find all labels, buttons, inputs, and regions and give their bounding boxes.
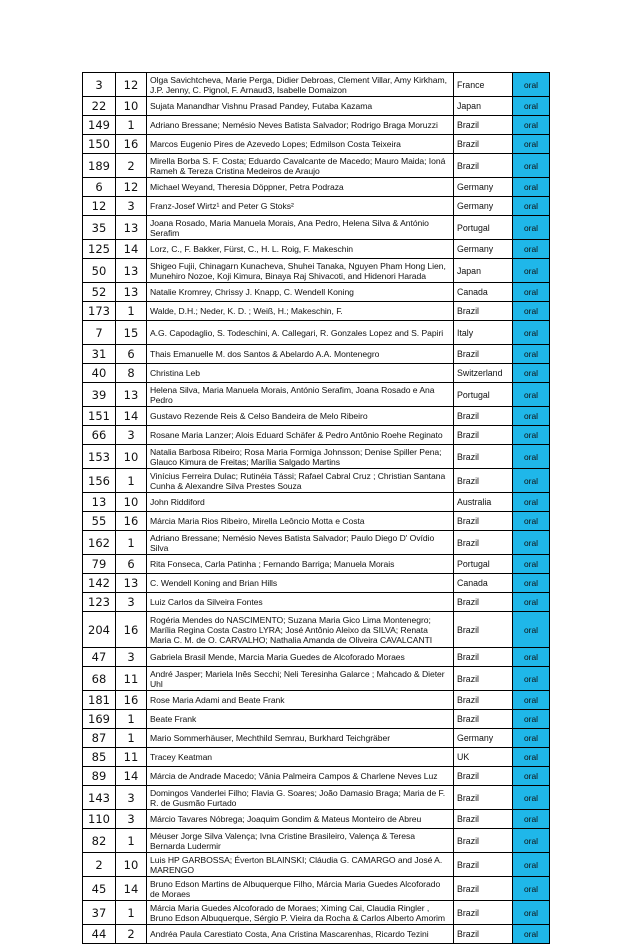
row-authors: Natalie Kromrey, Chrissy J. Knapp, C. Wendell Koning [147,283,454,302]
table-row [83,493,550,512]
row-type: oral [513,407,550,426]
row-id: 31 [83,345,116,364]
row-number: 8 [116,364,147,383]
row-id: 123 [83,593,116,612]
row-authors: Marcos Eugenio Pires de Azevedo Lopes; Edmilson Costa Teixeira [147,135,454,154]
row-number: 3 [116,810,147,829]
row-number: 2 [116,925,147,944]
row-id: 181 [83,691,116,710]
row-type: oral [513,829,550,853]
row-type: oral [513,767,550,786]
row-country: Italy [454,321,513,345]
table-row [83,648,550,667]
row-type: oral [513,116,550,135]
row-id: 79 [83,555,116,574]
row-type: oral [513,555,550,574]
row-authors: Márcia Maria Guedes Alcoforado de Moraes; Ximing Cai, Claudia Ringler , Bruno Edson Albuquerque, Sérgio P. Vieira da Rocha & Carlos Alberto Amorim [147,901,454,925]
row-type: oral [513,786,550,810]
row-id: 150 [83,135,116,154]
row-type: oral [513,321,550,345]
table-row [83,283,550,302]
row-id: 3 [83,73,116,97]
row-country: Germany [454,197,513,216]
row-authors: Domingos Vanderlei Filho; Flavia G. Soares; João Damasio Braga; Maria de F. R. de Gusmão Furtado [147,786,454,810]
row-number: 14 [116,877,147,901]
row-id: 12 [83,197,116,216]
row-number: 13 [116,383,147,407]
table-row [83,197,550,216]
row-type: oral [513,154,550,178]
row-type: oral [513,197,550,216]
row-id: 66 [83,426,116,445]
row-authors: Gustavo Rezende Reis & Celso Bandeira de Melo Ribeiro [147,407,454,426]
row-id: 204 [83,612,116,648]
row-authors: Luis HP GARBOSSA; Éverton BLAINSKI; Cláudia G. CAMARGO and José A. MARENGO [147,853,454,877]
row-country: Germany [454,729,513,748]
table-row [83,345,550,364]
row-country: Brazil [454,667,513,691]
row-authors: Mirella Borba S. F. Costa; Eduardo Cavalcante de Macedo; Mauro Maida; Ioná Rameh & Tereza Cristina Medeiros de Araujo [147,154,454,178]
row-type: oral [513,810,550,829]
row-country: Brazil [454,767,513,786]
row-authors: Franz-Josef Wirtz¹ and Peter G Stoks² [147,197,454,216]
row-number: 11 [116,748,147,767]
row-number: 11 [116,667,147,691]
table-row [83,469,550,493]
row-number: 14 [116,767,147,786]
row-id: 82 [83,829,116,853]
row-type: oral [513,302,550,321]
row-authors: Rosane Maria Lanzer; Alois Eduard Schäfer & Pedro Antônio Roehe Reginato [147,426,454,445]
row-id: 13 [83,493,116,512]
row-id: 89 [83,767,116,786]
row-id: 151 [83,407,116,426]
row-country: Brazil [454,512,513,531]
row-country: France [454,73,513,97]
row-country: Portugal [454,216,513,240]
row-authors: Márcia de Andrade Macedo; Vânia Palmeira Campos & Charlene Neves Luz [147,767,454,786]
row-country: Brazil [454,345,513,364]
table-row [83,729,550,748]
row-number: 1 [116,901,147,925]
row-type: oral [513,97,550,116]
row-type: oral [513,691,550,710]
table-row [83,612,550,648]
row-id: 7 [83,321,116,345]
row-number: 15 [116,321,147,345]
row-number: 14 [116,240,147,259]
row-number: 10 [116,853,147,877]
table-row [83,667,550,691]
table-row [83,853,550,877]
row-country: UK [454,748,513,767]
row-authors: Márcia Maria Rios Ribeiro, Mirella Leôncio Motta e Costa [147,512,454,531]
row-number: 10 [116,97,147,116]
row-authors: Adriano Bressane; Nemésio Neves Batista Salvador; Paulo Diego D' Ovídio Silva [147,531,454,555]
row-country: Brazil [454,925,513,944]
row-number: 1 [116,116,147,135]
row-authors: Natalia Barbosa Ribeiro; Rosa Maria Formiga Johnsson; Denise Spiller Pena; Glauco Kimura de Freitas; Marília Salgado Martins [147,445,454,469]
row-number: 1 [116,469,147,493]
table-row [83,445,550,469]
row-country: Brazil [454,648,513,667]
row-id: 50 [83,259,116,283]
row-country: Brazil [454,154,513,178]
row-number: 10 [116,493,147,512]
row-country: Brazil [454,691,513,710]
row-id: 6 [83,178,116,197]
row-authors: Márcio Tavares Nóbrega; Joaquim Gondim & Mateus Monteiro de Abreu [147,810,454,829]
row-number: 1 [116,531,147,555]
table-row [83,240,550,259]
row-country: Brazil [454,829,513,853]
row-id: 35 [83,216,116,240]
row-type: oral [513,710,550,729]
row-country: Japan [454,259,513,283]
table-row [83,302,550,321]
row-authors: Thais Emanuelle M. dos Santos & Abelardo A.A. Montenegro [147,345,454,364]
row-type: oral [513,648,550,667]
row-id: 149 [83,116,116,135]
table-row [83,216,550,240]
row-type: oral [513,216,550,240]
row-id: 87 [83,729,116,748]
table-row [83,259,550,283]
row-number: 3 [116,648,147,667]
row-country: Brazil [454,810,513,829]
table-row [83,829,550,853]
row-number: 3 [116,786,147,810]
row-id: 85 [83,748,116,767]
row-type: oral [513,283,550,302]
row-country: Canada [454,574,513,593]
row-type: oral [513,240,550,259]
row-authors: Beate Frank [147,710,454,729]
row-number: 13 [116,283,147,302]
row-type: oral [513,531,550,555]
row-authors: Tracey Keatman [147,748,454,767]
row-type: oral [513,426,550,445]
row-authors: Adriano Bressane; Nemésio Neves Batista Salvador; Rodrigo Braga Moruzzi [147,116,454,135]
row-id: 40 [83,364,116,383]
row-country: Germany [454,240,513,259]
row-id: 2 [83,853,116,877]
row-country: Brazil [454,531,513,555]
row-country: Portugal [454,555,513,574]
row-type: oral [513,73,550,97]
row-country: Brazil [454,853,513,877]
row-country: Australia [454,493,513,512]
row-id: 55 [83,512,116,531]
table-row [83,383,550,407]
row-type: oral [513,135,550,154]
row-type: oral [513,612,550,648]
table-row [83,135,550,154]
table-row [83,710,550,729]
table-row [83,810,550,829]
row-id: 173 [83,302,116,321]
row-number: 12 [116,178,147,197]
row-type: oral [513,178,550,197]
row-authors: Walde, D.H.; Neder, K. D. ; Weiß, H.; Makeschin, F. [147,302,454,321]
table-row [83,73,550,97]
row-id: 52 [83,283,116,302]
row-authors: Olga Savichtcheva, Marie Perga, Didier Debroas, Clement Villar, Amy Kirkham, J.P. Jenny, C. Pignol, F. Arnaud3, Isabelle Domaizon [147,73,454,97]
table-row [83,555,550,574]
row-country: Brazil [454,612,513,648]
table-row [83,901,550,925]
row-type: oral [513,364,550,383]
row-number: 3 [116,426,147,445]
row-type: oral [513,469,550,493]
row-authors: Bruno Edson Martins de Albuquerque Filho, Márcia Maria Guedes Alcoforado de Moraes [147,877,454,901]
row-id: 45 [83,877,116,901]
row-type: oral [513,383,550,407]
row-id: 22 [83,97,116,116]
row-country: Brazil [454,786,513,810]
row-number: 13 [116,574,147,593]
papers-table-body [83,73,550,944]
row-authors: C. Wendell Koning and Brian Hills [147,574,454,593]
papers-table [82,72,550,944]
row-country: Brazil [454,426,513,445]
row-number: 1 [116,729,147,748]
row-authors: Vinícius Ferreira Dulac; Rutinéia Tássi; Rafael Cabral Cruz ; Christian Santana Cunha & Alexandre Silva Prestes Souza [147,469,454,493]
row-number: 1 [116,302,147,321]
row-country: Japan [454,97,513,116]
table-row [83,786,550,810]
row-number: 1 [116,710,147,729]
table-row [83,925,550,944]
row-type: oral [513,877,550,901]
row-authors: Shigeo Fujii, Chinagarn Kunacheva, Shuhei Tanaka, Nguyen Pham Hong Lien, Munehiro Nozoe, Koji Kimura, Binaya Raj Shivacoti, and Hidenori Harada [147,259,454,283]
row-id: 47 [83,648,116,667]
row-country: Brazil [454,877,513,901]
table-row [83,364,550,383]
row-number: 12 [116,73,147,97]
row-id: 189 [83,154,116,178]
table-row [83,767,550,786]
row-type: oral [513,925,550,944]
row-authors: Méuser Jorge Silva Valença; Ivna Cristine Brasileiro, Valença & Teresa Bernarda Ludermir [147,829,454,853]
row-id: 153 [83,445,116,469]
row-number: 1 [116,829,147,853]
row-authors: Rogéria Mendes do NASCIMENTO; Suzana Maria Gico Lima Montenegro; Marília Regina Costa Castro LYRA; José Antônio Aleixo da SILVA; Renata Maria C. M. de O. CARVALHO; Nathalia Amanda de Oliveira CAVALCANTI [147,612,454,648]
table-row [83,178,550,197]
row-id: 68 [83,667,116,691]
row-id: 169 [83,710,116,729]
table-row [83,116,550,135]
row-type: oral [513,748,550,767]
row-authors: Luiz Carlos da Silveira Fontes [147,593,454,612]
table-row [83,407,550,426]
row-number: 10 [116,445,147,469]
row-type: oral [513,512,550,531]
row-authors: Joana Rosado, Maria Manuela Morais, Ana Pedro, Helena Silva & António Serafim [147,216,454,240]
row-number: 16 [116,512,147,531]
row-authors: Andréa Paula Carestiato Costa, Ana Cristina Mascarenhas, Ricardo Tezini [147,925,454,944]
row-country: Brazil [454,901,513,925]
row-authors: Rita Fonseca, Carla Patinha ; Fernando Barriga; Manuela Morais [147,555,454,574]
row-country: Brazil [454,445,513,469]
row-country: Switzerland [454,364,513,383]
table-row [83,531,550,555]
row-id: 39 [83,383,116,407]
table-row [83,574,550,593]
row-id: 37 [83,901,116,925]
row-type: oral [513,667,550,691]
row-id: 125 [83,240,116,259]
table-row [83,97,550,116]
row-country: Brazil [454,135,513,154]
row-number: 16 [116,135,147,154]
row-country: Germany [454,178,513,197]
row-number: 3 [116,593,147,612]
table-row [83,154,550,178]
row-id: 44 [83,925,116,944]
row-country: Brazil [454,710,513,729]
row-type: oral [513,259,550,283]
row-number: 2 [116,154,147,178]
row-country: Brazil [454,469,513,493]
row-authors: Rose Maria Adami and Beate Frank [147,691,454,710]
table-row [83,512,550,531]
row-number: 16 [116,612,147,648]
row-authors: Sujata Manandhar Vishnu Prasad Pandey, Futaba Kazama [147,97,454,116]
row-number: 6 [116,555,147,574]
row-country: Brazil [454,116,513,135]
row-authors: Mario Sommerhäuser, Mechthild Semrau, Burkhard Teichgräber [147,729,454,748]
row-authors: Lorz, C., F. Bakker, Fürst, C., H. L. Roig, F. Makeschin [147,240,454,259]
row-type: oral [513,574,550,593]
row-authors: John Riddiford [147,493,454,512]
row-country: Brazil [454,407,513,426]
row-country: Brazil [454,593,513,612]
row-type: oral [513,345,550,364]
row-type: oral [513,593,550,612]
row-authors: Michael Weyand, Theresia Döppner, Petra Podraza [147,178,454,197]
row-type: oral [513,445,550,469]
table-row [83,593,550,612]
row-country: Brazil [454,302,513,321]
row-id: 162 [83,531,116,555]
row-number: 3 [116,197,147,216]
row-authors: Helena Silva, Maria Manuela Morais, António Serafim, Joana Rosado e Ana Pedro [147,383,454,407]
row-id: 143 [83,786,116,810]
row-number: 6 [116,345,147,364]
row-id: 156 [83,469,116,493]
row-id: 110 [83,810,116,829]
row-authors: Gabriela Brasil Mende, Marcia Maria Guedes de Alcoforado Moraes [147,648,454,667]
row-authors: A.G. Capodaglio, S. Todeschini, A. Callegari, R. Gonzales Lopez and S. Papiri [147,321,454,345]
table-row [83,748,550,767]
row-type: oral [513,729,550,748]
row-authors: André Jasper; Mariela Inês Secchi; Neli Teresinha Galarce ; Mahcado & Dieter Uhl [147,667,454,691]
row-country: Portugal [454,383,513,407]
row-id: 142 [83,574,116,593]
row-type: oral [513,493,550,512]
table-row [83,426,550,445]
row-number: 14 [116,407,147,426]
row-type: oral [513,853,550,877]
table-row [83,877,550,901]
row-type: oral [513,901,550,925]
row-country: Canada [454,283,513,302]
row-number: 16 [116,691,147,710]
table-row [83,691,550,710]
table-row [83,321,550,345]
row-number: 13 [116,259,147,283]
row-number: 13 [116,216,147,240]
row-authors: Christina Leb [147,364,454,383]
